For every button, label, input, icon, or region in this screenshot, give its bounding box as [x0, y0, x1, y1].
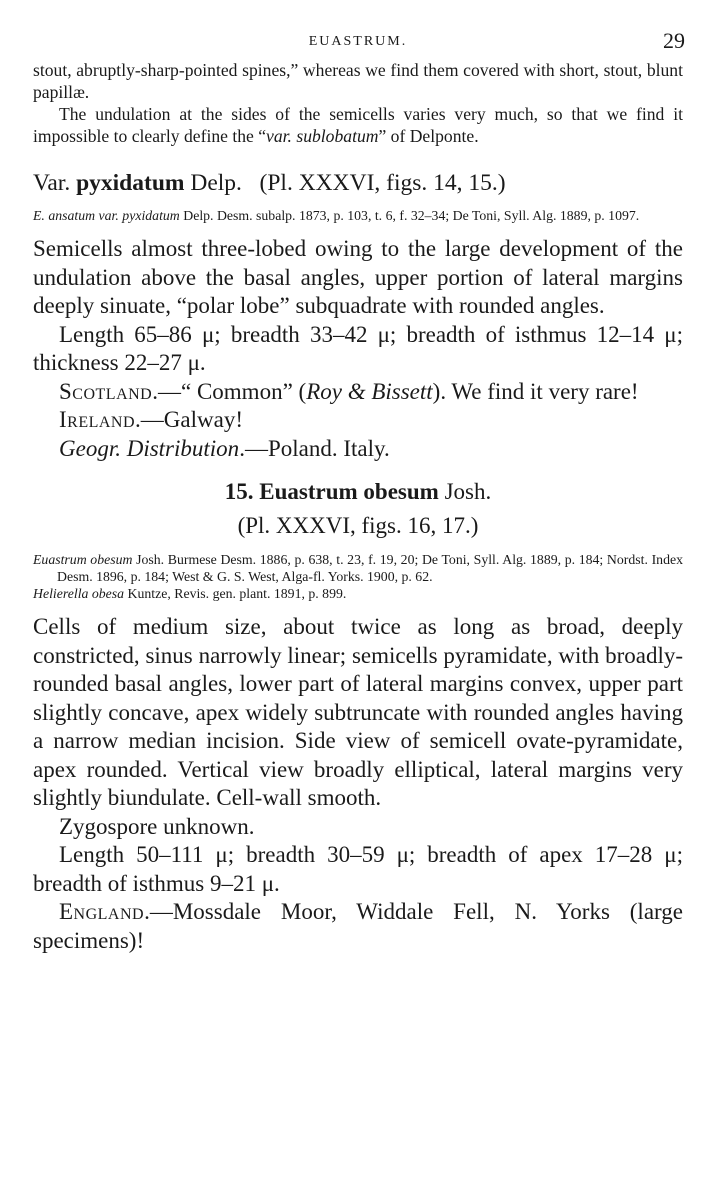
locality-england: England.—Mossdale Moor, Widdale Fell, N. Yorks (large specimens)!: [33, 899, 683, 953]
page: [33, 30, 683, 955]
variety-description: Semicells almost three-lobed owing to the large development of the undulation above the basal angles, upper portion of lateral margins deeply sinuate, “polar lobe” subquadrate with rounded angles.: [33, 236, 683, 318]
page-header: [33, 30, 683, 56]
running-head: EUASTRUM.: [308, 34, 408, 49]
species-heading: 15. Euastrum obesum Josh.: [224, 479, 492, 504]
locality-scotland: Scotland.—“ Common” (Roy & Bissett). We find it very rare!: [59, 378, 639, 404]
synonymy-entry: Helierella obesa Kuntze, Revis. gen. plant. 1891, p. 899.: [33, 586, 347, 601]
variety-name: pyxidatum: [76, 170, 185, 196]
species-measurements: Length 50–111 μ; breadth 30–59 μ; breadth of apex 17–28 μ; breadth of isthmus 9–21 μ.: [33, 842, 683, 896]
intro-paragraph-1: stout, abruptly-sharp-pointed spines,” whereas we find them covered with short, stout, blunt papillæ.: [33, 60, 683, 102]
page-number: 29: [663, 28, 685, 53]
intro-paragraph-2: The undulation at the sides of the semicells varies very much, so that we find it impossible to clearly define the “var. sublobatum” of Delponte.: [33, 104, 683, 146]
species-plate-reference: (Pl. XXXVI, figs. 16, 17.): [237, 513, 479, 538]
synonymy-entry: Euastrum obesum Josh. Burmese Desm. 1886, p. 638, t. 23, f. 19, 20; De Toni, Syll. Alg. 1889, p. 184; Nordst. Index Desm. 1896, p. 184; West & G. S. West, Alga-fl. Yorks. 1900, p. 62.: [33, 552, 683, 584]
locality-ireland: Ireland.—Galway!: [59, 407, 243, 432]
variety-measurements: Length 65–86 μ; breadth 33–42 μ; breadth of isthmus 12–14 μ; thickness 22–27 μ.: [33, 321, 683, 375]
species-description: Cells of medium size, about twice as long as broad, deeply constricted, sinus narrowly linear; semicells pyramidate, with broadly-rounded basal angles, lower part of lateral margins convex, upper part slightly concave, apex widely subtruncate with rounded angles having a narrow median incision. Side view of semicell ovate-pyramidate, apex rounded. Vertical view broadly elliptical, lateral margins very slightly biundulate. Cell-wall smooth.: [33, 614, 683, 810]
variety-heading: Var. pyxidatum Delp. (Pl. XXXVI, figs. 14, 15.): [33, 170, 506, 196]
zygospore-note: Zygospore unknown.: [59, 813, 255, 839]
species-name: Euastrum obesum: [259, 479, 439, 504]
species-synonymy: [33, 551, 683, 602]
plate-reference: (Pl. XXXVI, figs. 14, 15.): [259, 170, 506, 196]
geographic-distribution: Geogr. Distribution.—Poland. Italy.: [59, 435, 390, 461]
synonymy: E. ansatum var. pyxidatum Delp. Desm. subalp. 1873, p. 103, t. 6, f. 32–34; De Toni, Syll. Alg. 1889, p. 1097.: [33, 208, 640, 223]
variety-name-italic: var. sublobatum: [266, 126, 379, 146]
